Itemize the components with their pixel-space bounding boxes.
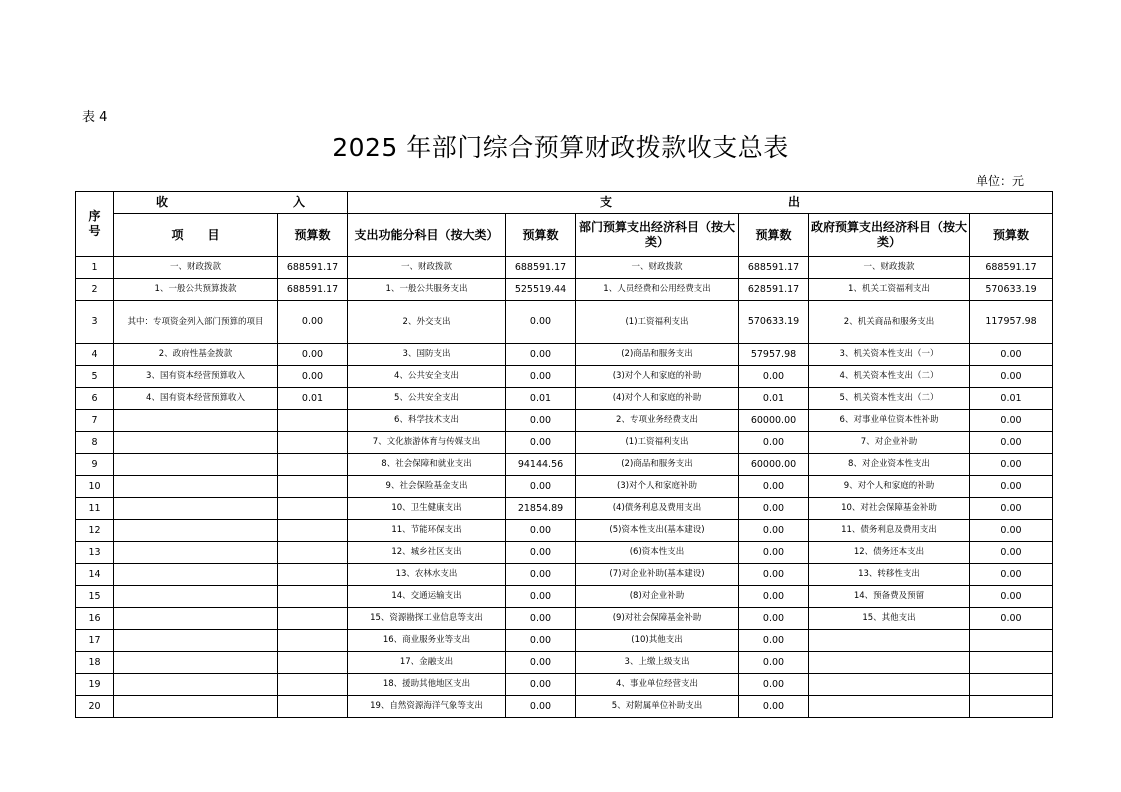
func-subject-cell: 14、交通运输支出 <box>348 586 506 608</box>
func-amount-cell: 688591.17 <box>506 257 576 279</box>
income-item-cell <box>114 652 278 674</box>
dept-amount-cell: 628591.17 <box>739 279 809 301</box>
income-amount-cell <box>278 410 348 432</box>
gov-econ-cell: 1、机关工资福利支出 <box>809 279 970 301</box>
dept-econ-cell: (2)商品和服务支出 <box>576 454 739 476</box>
income-amount-cell <box>278 564 348 586</box>
func-amount-cell: 0.00 <box>506 586 576 608</box>
gov-amount-cell <box>970 696 1053 718</box>
table-row <box>76 630 1053 652</box>
seq-cell: 5 <box>76 366 114 388</box>
dept-amount-cell: 0.00 <box>739 520 809 542</box>
seq-cell: 9 <box>76 454 114 476</box>
income-amount-cell <box>278 498 348 520</box>
func-amount-cell: 0.00 <box>506 696 576 718</box>
table-row <box>76 498 1053 520</box>
dept-econ-cell: 4、事业单位经营支出 <box>576 674 739 696</box>
dept-econ-cell: (5)资本性支出(基本建设) <box>576 520 739 542</box>
dept-econ-cell: 2、专项业务经费支出 <box>576 410 739 432</box>
income-amount-cell <box>278 652 348 674</box>
income-amount-cell <box>278 608 348 630</box>
seq-header: 序 号 <box>76 192 114 257</box>
dept-econ-cell: 5、对附属单位补助支出 <box>576 696 739 718</box>
income-item-cell <box>114 454 278 476</box>
gov-amount-cell <box>970 652 1053 674</box>
income-item-cell <box>114 674 278 696</box>
gov-econ-cell: 2、机关商品和服务支出 <box>809 301 970 344</box>
gov-amount-cell: 570633.19 <box>970 279 1053 301</box>
func-amount-cell: 0.00 <box>506 542 576 564</box>
gov-econ-cell: 8、对企业资本性支出 <box>809 454 970 476</box>
table-row <box>76 564 1053 586</box>
income-amount-cell: 0.01 <box>278 388 348 410</box>
gov-amount-cell: 688591.17 <box>970 257 1053 279</box>
func-subject-cell: 19、自然资源海洋气象等支出 <box>348 696 506 718</box>
seq-cell: 20 <box>76 696 114 718</box>
func-amount-cell: 0.00 <box>506 564 576 586</box>
table-row <box>76 366 1053 388</box>
income-amount-cell: 688591.17 <box>278 279 348 301</box>
dept-econ-cell: 1、人员经费和公用经费支出 <box>576 279 739 301</box>
func-subject-cell: 3、国防支出 <box>348 344 506 366</box>
func-subject-cell: 16、商业服务业等支出 <box>348 630 506 652</box>
seq-cell: 7 <box>76 410 114 432</box>
gov-econ-cell: 一、财政拨款 <box>809 257 970 279</box>
gov-econ-cell: 15、其他支出 <box>809 608 970 630</box>
table-row <box>76 388 1053 410</box>
income-item-cell <box>114 586 278 608</box>
unit-label: 单位：元 <box>976 174 1025 188</box>
dept-amount-cell: 60000.00 <box>739 454 809 476</box>
dept-amount-cell: 0.00 <box>739 652 809 674</box>
income-amount-cell <box>278 630 348 652</box>
page-title: 2025 年部门综合预算财政拨款收支总表 <box>332 133 789 162</box>
seq-cell: 4 <box>76 344 114 366</box>
dept-amount-cell: 0.00 <box>739 366 809 388</box>
func-amount-cell: 0.01 <box>506 388 576 410</box>
income-amount-cell: 0.00 <box>278 344 348 366</box>
func-subject-cell: 5、公共安全支出 <box>348 388 506 410</box>
func-subject-cell: 11、节能环保支出 <box>348 520 506 542</box>
table-row <box>76 586 1053 608</box>
table-row <box>76 696 1053 718</box>
func-amount-cell: 0.00 <box>506 630 576 652</box>
dept-econ-cell: (9)对社会保障基金补助 <box>576 608 739 630</box>
dept-econ-cell: 3、上缴上级支出 <box>576 652 739 674</box>
dept-econ-cell: (3)对个人和家庭补助 <box>576 476 739 498</box>
table-row <box>76 454 1053 476</box>
income-amount-cell <box>278 432 348 454</box>
gov-amount-cell: 0.00 <box>970 520 1053 542</box>
func-subject-cell: 13、农林水支出 <box>348 564 506 586</box>
func-subject-cell: 12、城乡社区支出 <box>348 542 506 564</box>
income-item-cell: 3、国有资本经营预算收入 <box>114 366 278 388</box>
gov-econ-cell: 13、转移性支出 <box>809 564 970 586</box>
gov-econ-header: 政府预算支出经济科目（按大类） <box>809 214 970 257</box>
func-subject-cell: 9、社会保险基金支出 <box>348 476 506 498</box>
table-label: 表 4 <box>82 110 108 125</box>
gov-amount-cell: 0.00 <box>970 366 1053 388</box>
func-amount-cell: 0.00 <box>506 410 576 432</box>
seq-cell: 18 <box>76 652 114 674</box>
table-row <box>76 608 1053 630</box>
gov-econ-cell <box>809 674 970 696</box>
func-amount-cell: 0.00 <box>506 344 576 366</box>
income-amount-cell: 688591.17 <box>278 257 348 279</box>
income-amount-cell <box>278 696 348 718</box>
table-row <box>76 476 1053 498</box>
func-amount-cell: 0.00 <box>506 520 576 542</box>
gov-amount-cell: 0.00 <box>970 498 1053 520</box>
gov-econ-cell: 6、对事业单位资本性补助 <box>809 410 970 432</box>
dept-amount-cell: 0.00 <box>739 696 809 718</box>
income-item-cell: 1、一般公共预算拨款 <box>114 279 278 301</box>
gov-amount-cell: 0.00 <box>970 432 1053 454</box>
gov-amount-cell: 0.00 <box>970 454 1053 476</box>
func-subject-cell: 15、资源勘探工业信息等支出 <box>348 608 506 630</box>
gov-econ-cell <box>809 652 970 674</box>
dept-econ-cell: (7)对企业补助(基本建设) <box>576 564 739 586</box>
seq-cell: 10 <box>76 476 114 498</box>
func-amount-cell: 0.00 <box>506 432 576 454</box>
gov-econ-cell: 7、对企业补助 <box>809 432 970 454</box>
gov-amount-cell: 0.00 <box>970 410 1053 432</box>
gov-amount-cell: 117957.98 <box>970 301 1053 344</box>
income-amount-cell <box>278 586 348 608</box>
func-subject-cell: 17、金融支出 <box>348 652 506 674</box>
income-item-cell <box>114 608 278 630</box>
seq-cell: 2 <box>76 279 114 301</box>
income-amount-cell <box>278 476 348 498</box>
func-subject-cell: 7、文化旅游体育与传媒支出 <box>348 432 506 454</box>
gov-econ-cell <box>809 696 970 718</box>
func-subject-header: 支出功能分科目（按大类） <box>348 214 506 257</box>
dept-econ-header: 部门预算支出经济科目（按大类） <box>576 214 739 257</box>
dept-econ-cell: (10)其他支出 <box>576 630 739 652</box>
seq-cell: 3 <box>76 301 114 344</box>
income-item-cell <box>114 410 278 432</box>
gov-amount-cell: 0.00 <box>970 344 1053 366</box>
func-subject-cell: 6、科学技术支出 <box>348 410 506 432</box>
dept-amount-cell: 570633.19 <box>739 301 809 344</box>
income-amount-cell <box>278 674 348 696</box>
gov-econ-cell: 11、债务利息及费用支出 <box>809 520 970 542</box>
income-header: 收 入 <box>114 192 348 214</box>
gov-amount-cell: 0.00 <box>970 564 1053 586</box>
dept-amount-cell: 688591.17 <box>739 257 809 279</box>
func-amount-cell: 525519.44 <box>506 279 576 301</box>
dept-econ-cell: (4)债务利息及费用支出 <box>576 498 739 520</box>
income-amount-cell <box>278 542 348 564</box>
gov-econ-cell <box>809 630 970 652</box>
dept-econ-cell: (2)商品和服务支出 <box>576 344 739 366</box>
dept-amount-cell: 0.00 <box>739 542 809 564</box>
gov-amount-cell: 0.01 <box>970 388 1053 410</box>
income-amount-cell <box>278 454 348 476</box>
func-subject-cell: 2、外交支出 <box>348 301 506 344</box>
income-item-cell: 4、国有资本经营预算收入 <box>114 388 278 410</box>
income-item-cell <box>114 476 278 498</box>
func-amount-cell: 0.00 <box>506 608 576 630</box>
table-row <box>76 410 1053 432</box>
gov-amount-cell: 0.00 <box>970 476 1053 498</box>
income-item-cell <box>114 498 278 520</box>
dept-amount-cell: 0.01 <box>739 388 809 410</box>
seq-cell: 1 <box>76 257 114 279</box>
dept-amount-cell: 0.00 <box>739 674 809 696</box>
gov-econ-cell: 5、机关资本性支出（二） <box>809 388 970 410</box>
header-row-1 <box>76 192 1053 214</box>
budget-header: 预算数 <box>739 214 809 257</box>
table-row <box>76 432 1053 454</box>
income-item-cell <box>114 520 278 542</box>
table-row <box>76 542 1053 564</box>
seq-cell: 14 <box>76 564 114 586</box>
seq-cell: 6 <box>76 388 114 410</box>
income-item-cell: 其中：专项资金列入部门预算的项目 <box>114 301 278 344</box>
dept-amount-cell: 0.00 <box>739 498 809 520</box>
gov-amount-cell: 0.00 <box>970 542 1053 564</box>
dept-econ-cell: 一、财政拨款 <box>576 257 739 279</box>
budget-header: 预算数 <box>970 214 1053 257</box>
func-subject-cell: 10、卫生健康支出 <box>348 498 506 520</box>
func-amount-cell: 0.00 <box>506 476 576 498</box>
dept-amount-cell: 0.00 <box>739 564 809 586</box>
func-amount-cell: 0.00 <box>506 301 576 344</box>
dept-amount-cell: 60000.00 <box>739 410 809 432</box>
table-row <box>76 344 1053 366</box>
table-row <box>76 652 1053 674</box>
gov-econ-cell: 10、对社会保障基金补助 <box>809 498 970 520</box>
income-item-cell <box>114 432 278 454</box>
income-item-cell: 一、财政拨款 <box>114 257 278 279</box>
gov-econ-cell: 4、机关资本性支出（二） <box>809 366 970 388</box>
dept-amount-cell: 0.00 <box>739 432 809 454</box>
dept-econ-cell: (3)对个人和家庭的补助 <box>576 366 739 388</box>
income-amount-cell: 0.00 <box>278 366 348 388</box>
gov-amount-cell <box>970 674 1053 696</box>
dept-econ-cell: (6)资本性支出 <box>576 542 739 564</box>
income-item-cell <box>114 696 278 718</box>
dept-amount-cell: 0.00 <box>739 608 809 630</box>
func-subject-cell: 一、财政拨款 <box>348 257 506 279</box>
seq-cell: 8 <box>76 432 114 454</box>
header-row-2 <box>76 214 1053 257</box>
gov-econ-cell: 3、机关资本性支出（一） <box>809 344 970 366</box>
func-amount-cell: 94144.56 <box>506 454 576 476</box>
seq-cell: 11 <box>76 498 114 520</box>
table-row <box>76 279 1053 301</box>
gov-econ-cell: 14、预备费及预留 <box>809 586 970 608</box>
func-amount-cell: 0.00 <box>506 366 576 388</box>
item-header: 项 目 <box>114 214 278 257</box>
seq-cell: 19 <box>76 674 114 696</box>
income-item-cell <box>114 564 278 586</box>
gov-amount-cell <box>970 630 1053 652</box>
seq-cell: 15 <box>76 586 114 608</box>
table-row <box>76 257 1053 279</box>
budget-header: 预算数 <box>506 214 576 257</box>
seq-cell: 12 <box>76 520 114 542</box>
budget-table <box>75 191 1053 718</box>
table-row <box>76 301 1053 344</box>
func-subject-cell: 1、一般公共服务支出 <box>348 279 506 301</box>
gov-econ-cell: 9、对个人和家庭的补助 <box>809 476 970 498</box>
func-subject-cell: 18、援助其他地区支出 <box>348 674 506 696</box>
seq-cell: 16 <box>76 608 114 630</box>
func-subject-cell: 4、公共安全支出 <box>348 366 506 388</box>
seq-cell: 13 <box>76 542 114 564</box>
func-subject-cell: 8、社会保障和就业支出 <box>348 454 506 476</box>
func-amount-cell: 0.00 <box>506 652 576 674</box>
func-amount-cell: 21854.89 <box>506 498 576 520</box>
dept-econ-cell: (4)对个人和家庭的补助 <box>576 388 739 410</box>
income-item-cell: 2、政府性基金拨款 <box>114 344 278 366</box>
func-amount-cell: 0.00 <box>506 674 576 696</box>
dept-amount-cell: 0.00 <box>739 586 809 608</box>
income-item-cell <box>114 630 278 652</box>
gov-econ-cell: 12、债务还本支出 <box>809 542 970 564</box>
expense-header: 支 出 <box>348 192 1053 214</box>
dept-econ-cell: (1)工资福利支出 <box>576 301 739 344</box>
dept-amount-cell: 0.00 <box>739 630 809 652</box>
income-amount-cell: 0.00 <box>278 301 348 344</box>
income-amount-cell <box>278 520 348 542</box>
income-item-cell <box>114 542 278 564</box>
dept-amount-cell: 0.00 <box>739 476 809 498</box>
gov-amount-cell: 0.00 <box>970 586 1053 608</box>
seq-cell: 17 <box>76 630 114 652</box>
budget-header: 预算数 <box>278 214 348 257</box>
dept-econ-cell: (8)对企业补助 <box>576 586 739 608</box>
dept-econ-cell: (1)工资福利支出 <box>576 432 739 454</box>
table-row <box>76 674 1053 696</box>
table-row <box>76 520 1053 542</box>
gov-amount-cell: 0.00 <box>970 608 1053 630</box>
dept-amount-cell: 57957.98 <box>739 344 809 366</box>
